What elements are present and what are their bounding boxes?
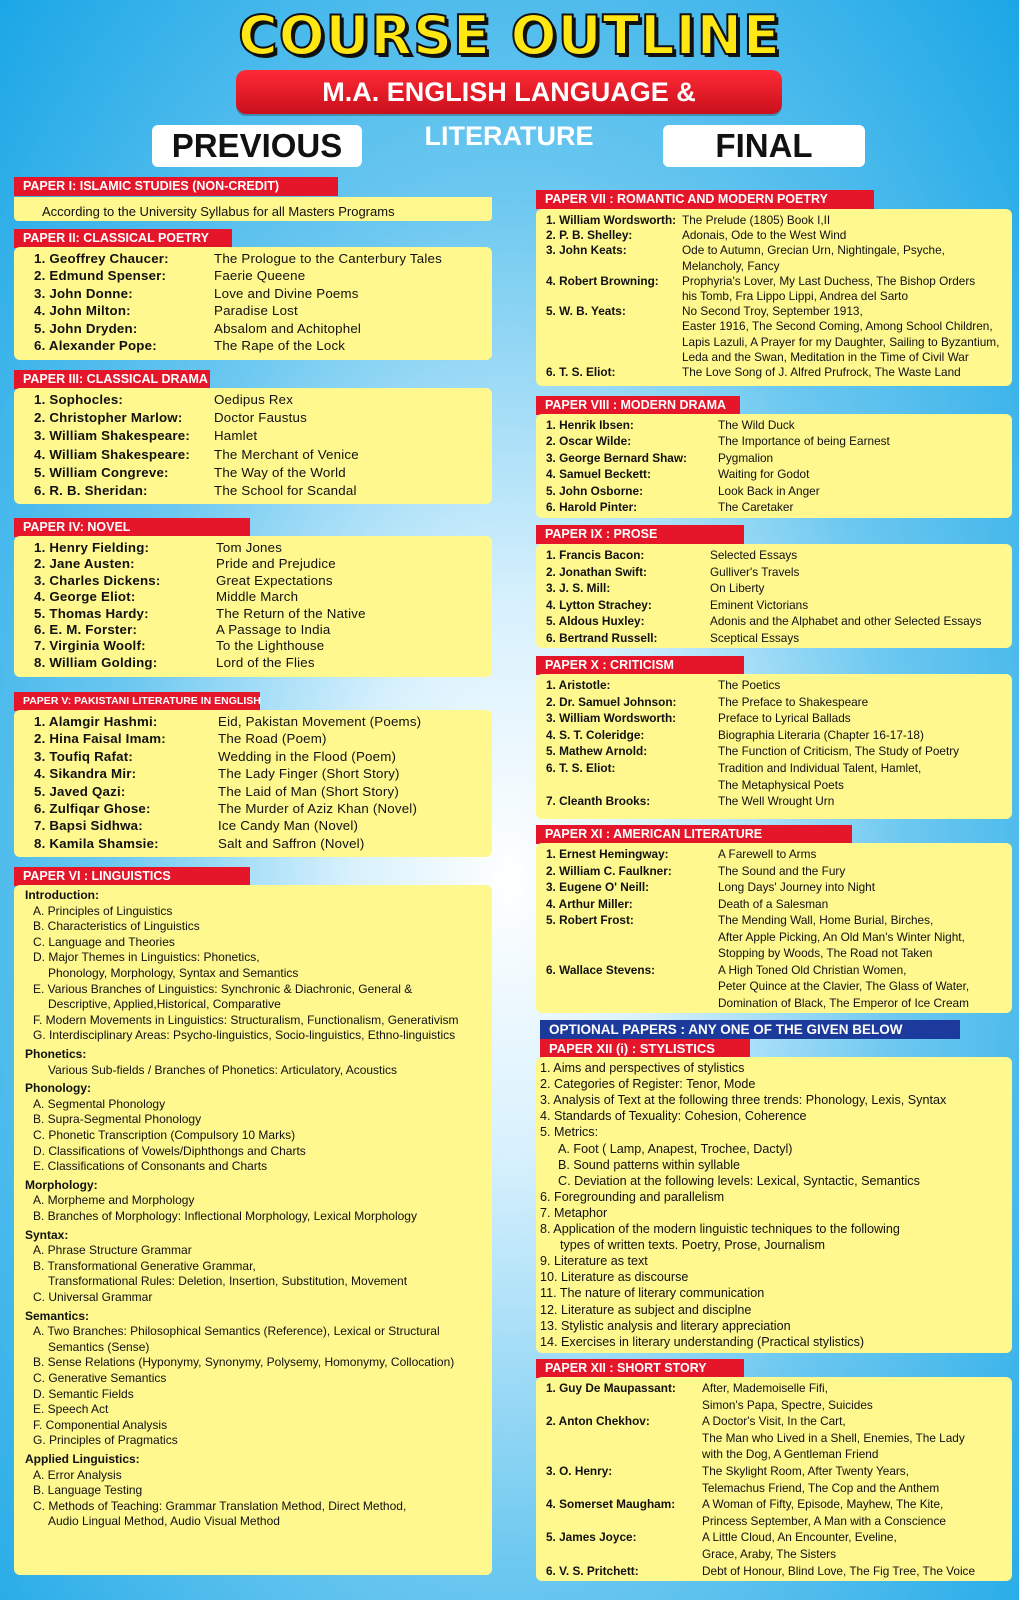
author-name: 5. Aldous Huxley: <box>546 614 645 628</box>
paper-12-box <box>536 1377 1012 1581</box>
author-name: 2. Oscar Wilde: <box>546 434 632 449</box>
paper-4-box <box>14 536 492 677</box>
works-title: The Road (Poem) <box>218 731 327 747</box>
works-title: The Love Song of J. Alfred Prufrock, The Waste Land <box>682 365 961 379</box>
works-title: The Laid of Man (Short Story) <box>218 783 399 799</box>
author-name: 1. Ernest Hemingway: <box>546 847 669 861</box>
author-name: 3. Eugene O' Neill: <box>546 880 650 894</box>
works-title: Selected Essays <box>710 548 798 562</box>
list-item: E. Classifications of Consonants and Charts <box>33 1159 268 1174</box>
optional-papers-header: OPTIONAL PAPERS : ANY ONE OF THE GIVEN BELOW <box>540 1020 960 1039</box>
works-title: with the Dog, A Gentleman Friend <box>702 1447 879 1462</box>
paper-10-header: PAPER X : CRITICISM <box>536 656 744 675</box>
works-title: Domination of Black, The Emperor of Ice Cream <box>718 995 969 1010</box>
author-name: 6. T. S. Eliot: <box>546 365 616 379</box>
works-title: Death of a Salesman <box>718 896 829 911</box>
paper-6-header: PAPER VI : LINGUISTICS <box>14 867 250 886</box>
list-item: C. Universal Grammar <box>33 1290 153 1304</box>
works-title: A High Toned Old Christian Women, <box>718 962 907 977</box>
author-name: 1. William Wordsworth: <box>546 213 677 227</box>
works-title: Great Expectations <box>216 572 333 588</box>
list-item: types of written texts. Poetry, Prose, Journalism <box>560 1238 826 1253</box>
list-item: D. Classifications of Vowels/Diphthongs and Charts <box>33 1143 306 1158</box>
list-item: B. Sound patterns within syllable <box>558 1157 741 1172</box>
author-name: 6. R. B. Sheridan: <box>34 483 148 498</box>
author-name: 7. Cleanth Brooks: <box>546 794 651 809</box>
page-title: COURSE OUTLINE <box>238 4 781 67</box>
works-title: Peter Quince at the Clavier, The Glass of Water, <box>718 979 970 993</box>
paper-2-box <box>14 247 492 360</box>
works-title: On Liberty <box>710 581 765 595</box>
works-title: The Poetics <box>718 678 781 692</box>
works-title: Faerie Queene <box>214 268 306 284</box>
works-title: No Second Troy, September 1913, <box>682 304 863 319</box>
author-name: 4. George Eliot: <box>34 589 136 605</box>
works-title: Biographia Literaria (Chapter 16-17-18) <box>718 727 924 742</box>
author-name: 1. Francis Bacon: <box>546 548 645 562</box>
works-title: The Mending Wall, Home Burial, Birches, <box>718 913 934 927</box>
list-item: A. Segmental Phonology <box>33 1096 166 1111</box>
author-name: 1. Alamgir Hashmi: <box>34 714 158 729</box>
works-title: The Sound and the Fury <box>718 863 846 878</box>
paper-5-box <box>14 710 492 857</box>
paper-11-header: PAPER XI : AMERICAN LITERATURE <box>536 825 852 844</box>
list-item: 8. Application of the modern linguistic techniques to the following <box>540 1222 900 1236</box>
works-title: The Return of the Native <box>216 605 366 621</box>
author-name: 1. Aristotle: <box>546 678 611 692</box>
works-title: The Man who Lived in a Shell, Enemies, The Lady <box>702 1430 965 1445</box>
works-title: Lapis Lazuli, A Prayer for my Daughter, Sailing to Byzantium, <box>682 334 1000 349</box>
list-item: Audio Lingual Method, Audio Visual Method <box>48 1514 280 1529</box>
paper-3-header: PAPER III: CLASSICAL DRAMA <box>14 370 210 389</box>
works-title: Pride and Prejudice <box>216 556 336 572</box>
works-title: Absalom and Achitophel <box>214 320 362 336</box>
works-title: Middle March <box>216 589 299 605</box>
author-name: 6. Harold Pinter: <box>546 500 638 514</box>
paper-11-box <box>536 843 1012 1013</box>
list-item: C. Deviation at the following levels: Lexical, Syntactic, Semantics <box>558 1173 920 1188</box>
works-title: After Apple Picking, An Old Man's Winter Night, <box>718 929 965 944</box>
author-name: 3. Charles Dickens: <box>34 572 161 588</box>
paper-1-box <box>14 197 492 221</box>
author-name: 2. P. B. Shelley: <box>546 228 633 243</box>
list-item: 2. Categories of Register: Tenor, Mode <box>540 1077 756 1092</box>
author-name: 2. Jane Austen: <box>34 556 135 572</box>
section-heading: Semantics: <box>25 1308 90 1323</box>
section-heading: Syntax: <box>25 1227 69 1242</box>
list-item: 10. Literature as discourse <box>540 1270 689 1285</box>
list-item: 4. Standards of Texuality: Cohesion, Coherence <box>540 1109 807 1124</box>
paper-7-box <box>536 209 1012 386</box>
author-name: 3. Toufiq Rafat: <box>34 748 133 764</box>
works-title: The Metaphysical Poets <box>718 777 844 792</box>
list-item: 3. Analysis of Text at the following three trends: Phonology, Lexis, Syntax <box>540 1093 947 1108</box>
author-name: 4. S. T. Coleridge: <box>546 727 645 742</box>
works-title: To the Lighthouse <box>216 638 325 654</box>
paper-5-header: PAPER V: PAKISTANI LITERATURE IN ENGLISH <box>14 692 260 711</box>
author-name: 2. Dr. Samuel Johnson: <box>546 694 677 709</box>
author-name: 6. Bertrand Russell: <box>546 630 658 645</box>
paper-8-box <box>536 414 1012 518</box>
works-title: Hamlet <box>214 428 258 444</box>
paper-7-header: PAPER VII : ROMANTIC AND MODERN POETRY <box>536 190 874 209</box>
author-name: 2. Christopher Marlow: <box>34 410 183 426</box>
works-title: Easter 1916, The Second Coming, Among School Children, <box>682 319 993 334</box>
works-title: Melancholy, Fancy <box>682 258 780 273</box>
author-name: 5. W. B. Yeats: <box>546 304 626 319</box>
author-name: 5. William Congreve: <box>34 464 169 480</box>
works-title: Telemachus Friend, The Cop and the Anthem <box>702 1480 940 1495</box>
author-name: 4. William Shakespeare: <box>34 446 190 462</box>
list-item: B. Supra-Segmental Phonology <box>33 1112 202 1127</box>
author-name: 2. Hina Faisal Imam: <box>34 731 166 747</box>
works-title: The Function of Criticism, The Study of Poetry <box>718 744 960 759</box>
author-name: 2. Edmund Spenser: <box>34 268 167 284</box>
list-item: B. Characteristics of Linguistics <box>33 919 200 934</box>
works-title: Look Back in Anger <box>718 483 820 498</box>
list-item: C. Generative Semantics <box>33 1371 167 1385</box>
list-item: 12. Literature as subject and disciplne <box>540 1302 752 1317</box>
paper-2-header: PAPER II: CLASSICAL POETRY <box>14 229 232 248</box>
works-title: Tom Jones <box>216 540 283 555</box>
author-name: 7. Virginia Woolf: <box>34 638 146 654</box>
works-title: The Way of the World <box>214 464 346 480</box>
works-title: Oedipus Rex <box>214 392 294 407</box>
works-title: Prophyria's Lover, My Last Duchess, The Bishop Orders <box>682 273 976 288</box>
list-item: E. Various Branches of Linguistics: Synchronic & Diachronic, General & <box>33 981 413 996</box>
list-item: 14. Exercises in literary understanding (Practical stylistics) <box>540 1334 865 1349</box>
list-item: 9. Literature as text <box>540 1254 648 1269</box>
author-name: 6. Wallace Stevens: <box>546 962 656 977</box>
list-item: B. Transformational Generative Grammar, <box>33 1258 256 1273</box>
section-heading: Introduction: <box>25 888 99 902</box>
paper-1-text: According to the University Syllabus for all Masters Programs <box>42 204 395 219</box>
works-title: The Caretaker <box>718 500 794 514</box>
list-item: B. Branches of Morphology: Inflectional Morphology, Lexical Morphology <box>33 1209 417 1223</box>
works-title: Love and Divine Poems <box>214 285 359 301</box>
works-title: A Farewell to Arms <box>718 847 817 861</box>
list-item: F. Componential Analysis <box>33 1417 168 1432</box>
author-name: 8. Kamila Shamsie: <box>34 835 159 851</box>
works-title: Lord of the Flies <box>216 654 315 670</box>
list-item: Transformational Rules: Deletion, Insertion, Substitution, Movement <box>48 1274 408 1289</box>
author-name: 2. Jonathan Swift: <box>546 564 647 579</box>
author-name: 1. Guy De Maupassant: <box>546 1381 676 1395</box>
author-name: 4. Samuel Beckett: <box>546 467 651 482</box>
list-item: 13. Stylistic analysis and literary appreciation <box>540 1318 791 1333</box>
works-title: Paradise Lost <box>214 303 298 319</box>
author-name: 3. William Shakespeare: <box>34 428 190 444</box>
list-item: E. Speech Act <box>33 1402 109 1417</box>
works-title: The Preface to Shakespeare <box>718 694 869 709</box>
works-title: A Passage to India <box>216 622 331 637</box>
list-item: B. Language Testing <box>33 1483 143 1498</box>
list-item: A. Foot ( Lamp, Anapest, Trochee, Dactyl) <box>558 1141 793 1156</box>
author-name: 3. John Keats: <box>546 243 627 258</box>
section-heading: Phonetics: <box>25 1047 87 1061</box>
works-title: Debt of Honour, Blind Love, The Fig Tree, The Voice <box>702 1563 976 1578</box>
author-name: 6. E. M. Forster: <box>34 622 138 637</box>
author-name: 4. Somerset Maugham: <box>546 1497 676 1512</box>
paper-6-box <box>14 885 492 1575</box>
works-title: The Skylight Room, After Twenty Years, <box>702 1464 909 1478</box>
section-heading: Applied Linguistics: <box>25 1452 140 1466</box>
list-item: D. Major Themes in Linguistics: Phonetics, <box>33 950 260 965</box>
works-title: Pygmalion <box>718 450 774 465</box>
works-title: Adonais, Ode to the West Wind <box>682 228 847 243</box>
author-name: 5. Robert Frost: <box>546 913 634 927</box>
author-name: 4. Robert Browning: <box>546 273 659 288</box>
author-name: 8. William Golding: <box>34 654 158 670</box>
author-name: 1. Sophocles: <box>34 392 124 407</box>
works-title: After, Mademoiselle Fifi, <box>702 1381 828 1395</box>
author-name: 2. William C. Faulkner: <box>546 863 672 878</box>
column-heading-final: FINAL <box>663 125 865 167</box>
works-title: his Tomb, Fra Lippo Lippi, Andrea del Sarto <box>682 288 909 303</box>
list-item: C. Language and Theories <box>33 934 175 949</box>
works-title: Grace, Araby, The Sisters <box>702 1546 836 1561</box>
author-name: 3. George Bernard Shaw: <box>546 450 687 465</box>
works-title: The Importance of being Earnest <box>718 434 890 449</box>
list-item: A. Morpheme and Morphology <box>33 1193 195 1208</box>
author-name: 2. Anton Chekhov: <box>546 1414 650 1429</box>
author-name: 4. Lytton Strachey: <box>546 597 652 612</box>
author-name: 6. T. S. Eliot: <box>546 761 616 775</box>
works-title: Waiting for Godot <box>718 467 810 482</box>
list-item: 5. Metrics: <box>540 1125 599 1140</box>
works-title: Tradition and Individual Talent, Hamlet, <box>718 761 922 775</box>
list-item: 7. Metaphor <box>540 1205 608 1220</box>
author-name: 3. John Donne: <box>34 285 133 301</box>
author-name: 6. V. S. Pritchett: <box>546 1563 639 1578</box>
list-item: Semantics (Sense) <box>48 1339 150 1354</box>
paper-12-header: PAPER XII : SHORT STORY <box>536 1359 744 1378</box>
author-name: 6. Zulfiqar Ghose: <box>34 801 151 816</box>
author-name: 3. J. S. Mill: <box>546 581 611 595</box>
works-title: Simon's Papa, Spectre, Suicides <box>702 1397 873 1412</box>
list-item: 1. Aims and perspectives of stylistics <box>540 1061 745 1075</box>
list-item: A. Error Analysis <box>33 1467 122 1482</box>
works-title: Leda and the Swan, Meditation in the Time of Civil War <box>682 349 969 364</box>
author-name: 7. Bapsi Sidhwa: <box>34 818 143 834</box>
paper-4-header: PAPER IV: NOVEL <box>14 518 250 537</box>
list-item: B. Sense Relations (Hyponymy, Synonymy, Polysemy, Homonymy, Collocation) <box>33 1355 455 1370</box>
works-title: A Little Cloud, An Encounter, Eveline, <box>702 1530 897 1545</box>
works-title: Gulliver's Travels <box>710 564 800 579</box>
list-item: Descriptive, Applied,Historical, Comparative <box>48 997 281 1012</box>
list-item: A. Two Branches: Philosophical Semantics (Reference), Lexical or Structural <box>33 1324 440 1339</box>
works-title: The Well Wrought Urn <box>718 794 835 809</box>
author-name: 1. Geoffrey Chaucer: <box>34 251 169 266</box>
paper-10-box <box>536 674 1012 819</box>
works-title: Eminent Victorians <box>710 597 809 612</box>
works-title: Long Days' Journey into Night <box>718 880 876 894</box>
list-item: A. Phrase Structure Grammar <box>33 1243 192 1258</box>
author-name: 1. Henry Fielding: <box>34 540 150 555</box>
list-item: F. Modern Movements in Linguistics: Structuralism, Functionalism, Generativism <box>33 1012 459 1027</box>
works-title: Salt and Saffron (Novel) <box>218 835 365 851</box>
works-title: The Merchant of Venice <box>214 446 359 462</box>
works-title: Ice Candy Man (Novel) <box>218 818 359 834</box>
paper-12i-header: PAPER XII (i) : STYLISTICS <box>540 1039 750 1058</box>
works-title: Wedding in the Flood (Poem) <box>218 748 397 764</box>
works-title: Ode to Autumn, Grecian Urn, Nightingale, Psyche, <box>682 243 945 258</box>
works-title: Adonis and the Alphabet and other Selected Essays <box>710 614 982 628</box>
paper-12i-box <box>536 1057 1012 1353</box>
works-title: A Doctor's Visit, In the Cart, <box>702 1414 846 1429</box>
author-name: 3. William Wordsworth: <box>546 711 677 726</box>
author-name: 5. James Joyce: <box>546 1530 637 1545</box>
section-heading: Morphology: <box>25 1177 98 1192</box>
paper-3-box <box>14 388 492 504</box>
works-title: The School for Scandal <box>214 483 357 498</box>
author-name: 5. Mathew Arnold: <box>546 744 648 759</box>
works-title: Princess September, A Man with a Conscience <box>702 1513 946 1528</box>
works-title: A Woman of Fifty, Episode, Mayhew, The Kite, <box>702 1497 944 1512</box>
author-name: 5. John Osborne: <box>546 483 644 498</box>
list-item: A. Principles of Linguistics <box>33 903 173 918</box>
works-title: Doctor Faustus <box>214 410 307 426</box>
works-title: The Murder of Aziz Khan (Novel) <box>218 801 418 816</box>
list-item: D. Semantic Fields <box>33 1386 134 1401</box>
works-title: The Prelude (1805) Book I,II <box>682 213 831 227</box>
subtitle-banner: M.A. ENGLISH LANGUAGE & LITERATURE <box>236 70 782 114</box>
author-name: 3. O. Henry: <box>546 1464 613 1478</box>
paper-8-header: PAPER VIII : MODERN DRAMA <box>536 396 740 415</box>
works-title: Preface to Lyrical Ballads <box>718 711 851 726</box>
paper-9-header: PAPER IX : PROSE <box>536 525 744 544</box>
works-title: The Lady Finger (Short Story) <box>218 766 400 782</box>
author-name: 5. Javed Qazi: <box>34 783 126 799</box>
paper-1-header: PAPER I: ISLAMIC STUDIES (NON-CREDIT) <box>14 177 338 196</box>
author-name: 4. John Milton: <box>34 303 131 319</box>
author-name: 5. Thomas Hardy: <box>34 605 149 621</box>
author-name: 4. Arthur Miller: <box>546 896 633 911</box>
list-item: Various Sub-fields / Branches of Phonetics: Articulatory, Acoustics <box>48 1062 398 1077</box>
works-title: Eid, Pakistan Movement (Poems) <box>218 714 422 729</box>
section-heading: Phonology: <box>25 1081 91 1096</box>
list-item: G. Principles of Pragmatics <box>33 1433 178 1448</box>
author-name: 1. Henrik Ibsen: <box>546 418 634 432</box>
author-name: 6. Alexander Pope: <box>34 338 157 353</box>
works-title: The Wild Duck <box>718 418 795 432</box>
author-name: 4. Sikandra Mir: <box>34 766 137 782</box>
works-title: Stopping by Woods, The Road not Taken <box>718 946 933 960</box>
list-item: Phonology, Morphology, Syntax and Semantics <box>48 966 299 980</box>
list-item: G. Interdisciplinary Areas: Psycho-linguistics, Socio-linguistics, Ethno-linguistics <box>33 1028 456 1043</box>
works-title: Sceptical Essays <box>710 630 800 645</box>
works-title: The Prologue to the Canterbury Tales <box>214 251 442 266</box>
list-item: C. Methods of Teaching: Grammar Translation Method, Direct Method, <box>33 1498 407 1513</box>
paper-9-box <box>536 544 1012 648</box>
list-item: C. Phonetic Transcription (Compulsory 10 Marks) <box>33 1128 296 1142</box>
author-name: 5. John Dryden: <box>34 320 138 336</box>
list-item: 6. Foregrounding and parallelism <box>540 1189 725 1204</box>
works-title: The Rape of the Lock <box>214 338 346 353</box>
column-heading-previous: PREVIOUS <box>152 125 362 167</box>
list-item: 11. The nature of literary communication <box>540 1286 765 1301</box>
